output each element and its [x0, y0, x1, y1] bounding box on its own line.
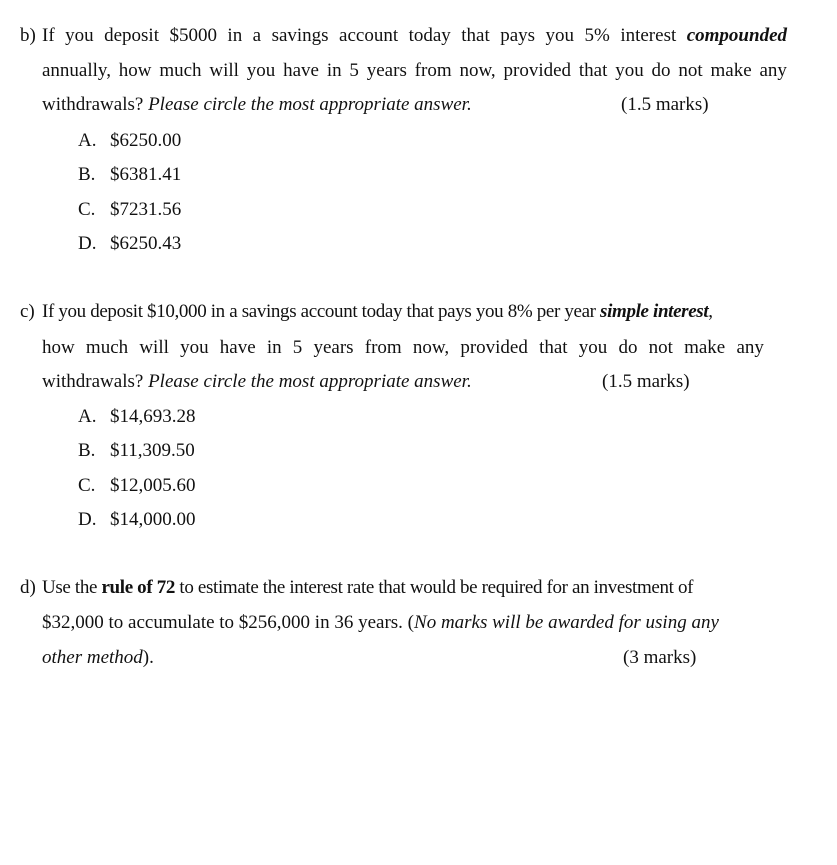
word: have	[219, 337, 256, 358]
word: a	[252, 25, 262, 46]
question-c-line-2	[42, 336, 764, 360]
question-c-line-1	[42, 300, 713, 324]
option-value: $14,000.00	[110, 509, 196, 530]
word: have	[283, 60, 319, 81]
option-value: $6250.00	[110, 130, 182, 151]
word: not	[678, 60, 703, 81]
word: in	[326, 60, 342, 81]
word: provided	[503, 60, 572, 81]
option-value: $12,005.60	[110, 475, 196, 496]
emphasis-word: compounded	[686, 25, 787, 46]
question-b-line-3-text: withdrawals?	[42, 94, 144, 115]
word: any	[736, 337, 764, 358]
word: $5000	[169, 25, 217, 46]
word: annually,	[42, 60, 111, 81]
option-letter: B.	[78, 440, 96, 461]
word: any	[759, 60, 787, 81]
word: you	[180, 337, 209, 358]
word: years	[313, 337, 354, 358]
word: that	[461, 25, 490, 46]
question-d-line-1-post: to estimate the interest rate that would be required for an investment of	[179, 577, 694, 598]
word: that	[578, 60, 608, 81]
question-c-line-3	[42, 370, 472, 394]
word: today	[408, 25, 451, 46]
word: you	[578, 337, 608, 358]
question-c-marks: (1.5 marks)	[602, 371, 690, 392]
word: that	[539, 337, 568, 358]
word: do	[651, 60, 671, 81]
word: in	[227, 25, 243, 46]
question-d-label: d)	[20, 577, 36, 598]
word: you	[246, 60, 276, 81]
question-c-instruction: Please circle the most appropriate answer.	[148, 371, 472, 392]
question-d-note-end: other method	[42, 647, 143, 668]
word: how	[118, 60, 152, 81]
word: interest	[620, 25, 677, 46]
question-b-instruction: Please circle the most appropriate answer.	[148, 94, 472, 115]
question-d-rule-of-72: rule of 72	[101, 577, 176, 598]
word: do	[618, 337, 638, 358]
word: now,	[459, 60, 496, 81]
option-letter: D.	[78, 233, 97, 254]
option-letter: B.	[78, 164, 96, 185]
word: 5%	[584, 25, 610, 46]
option-letter: A.	[78, 130, 97, 151]
question-c-line-1-tail: ,	[708, 301, 713, 322]
word: how	[42, 337, 75, 358]
word: will	[139, 337, 169, 358]
word: 5	[292, 337, 303, 358]
word: you	[615, 60, 644, 81]
question-d-line-3	[42, 646, 154, 670]
word: much	[85, 337, 129, 358]
word: provided	[460, 337, 528, 358]
option-letter: A.	[78, 406, 97, 427]
question-d-line-1-pre: Use the	[42, 577, 98, 598]
question-c-emphasis: simple interest	[600, 301, 709, 322]
option-letter: D.	[78, 509, 97, 530]
question-b-label: b)	[20, 25, 36, 46]
word: If	[42, 25, 55, 46]
word: make	[710, 60, 752, 81]
option-letter: C.	[78, 199, 96, 220]
question-d-line-2-text: $32,000 to accumulate to $256,000 in 36 years. (	[42, 612, 415, 633]
word: deposit	[104, 25, 159, 46]
question-d-line-2	[42, 611, 719, 635]
question-d-marks: (3 marks)	[623, 647, 697, 668]
word: from	[414, 60, 452, 81]
question-d-line-1	[42, 576, 693, 600]
option-value: $6381.41	[110, 164, 182, 185]
question-d-note: No marks will be awarded for using any	[414, 612, 719, 633]
word: savings	[271, 25, 329, 46]
question-d-line-3-tail: ).	[142, 647, 154, 668]
word: make	[684, 337, 726, 358]
word: in	[266, 337, 282, 358]
question-b-line-1	[42, 24, 787, 48]
question-c-label: c)	[20, 301, 35, 322]
word: will	[209, 60, 239, 81]
word: pays	[500, 25, 536, 46]
word: account	[339, 25, 399, 46]
question-c-line-3-text: withdrawals?	[42, 371, 144, 392]
word: not	[648, 337, 673, 358]
word: now,	[412, 337, 450, 358]
question-c-line-1-text: If you deposit $10,000 in a savings account today that pays you 8% per year	[42, 301, 596, 322]
word: much	[159, 60, 202, 81]
option-value: $7231.56	[110, 199, 182, 220]
question-b-line-3	[42, 93, 472, 117]
option-letter: C.	[78, 475, 96, 496]
question-b-marks: (1.5 marks)	[621, 94, 709, 115]
word: years	[366, 60, 407, 81]
option-value: $6250.43	[110, 233, 182, 254]
word: from	[364, 337, 402, 358]
word: you	[545, 25, 575, 46]
word: you	[65, 25, 94, 46]
option-value: $14,693.28	[110, 406, 196, 427]
word: 5	[349, 60, 359, 81]
option-value: $11,309.50	[110, 440, 195, 461]
question-b-line-2	[42, 59, 787, 83]
